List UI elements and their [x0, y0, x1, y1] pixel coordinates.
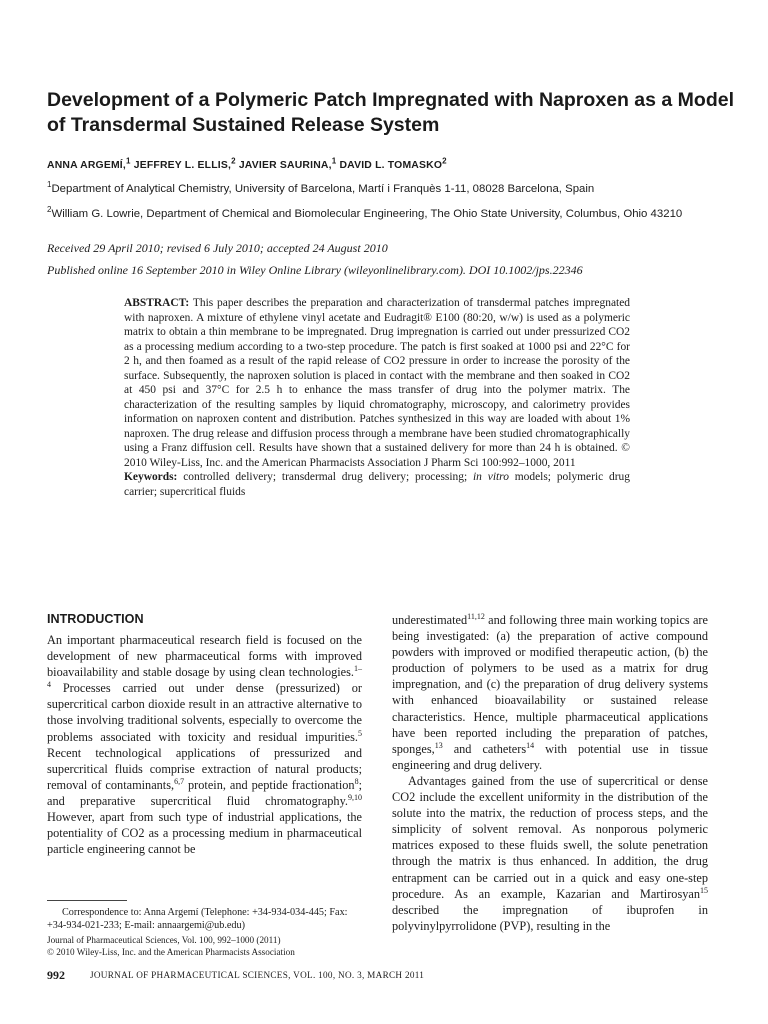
author-name: DAVID L. TOMASKO: [339, 160, 443, 171]
received-dates: Received 29 April 2010; revised 6 July 2010; accepted 24 August 2010: [47, 241, 388, 255]
footnote-divider: [47, 900, 127, 901]
correspondence-footnote: Correspondence to: Anna Argemí (Telephone: +34-934-034-445; Fax: +34-934-021-233; E-mail: annaargemi@ub.edu): [47, 907, 348, 931]
author-name: ANNA ARGEMÍ,: [47, 160, 126, 171]
author-list: [47, 156, 447, 171]
author-affiliation-mark: 2: [231, 156, 236, 166]
intro-paragraph-2: [392, 773, 708, 934]
keywords-label: Keywords:: [124, 471, 178, 483]
author-name: JAVIER SAURINA,: [238, 160, 332, 171]
journal-citation-line: Journal of Pharmaceutical Sciences, Vol. 100, 992–1000 (2011): [47, 935, 281, 945]
citation-reference: 13: [434, 740, 443, 750]
citation-reference: 5: [358, 728, 362, 738]
body-text: with potential use in tissue engineering and drug delivery.: [392, 741, 708, 772]
keywords-italic: in vitro: [473, 471, 509, 483]
citation-reference: 1–4: [47, 664, 362, 690]
introduction-heading: INTRODUCTION: [47, 612, 144, 626]
running-footer: JOURNAL OF PHARMACEUTICAL SCIENCES, VOL. 100, NO. 3, MARCH 2011: [90, 970, 425, 980]
author-affiliation-mark: 1: [331, 156, 337, 166]
article-title: Development of a Polymeric Patch Impregnated with Naproxen as a Model of Transdermal Sustained Release System: [47, 89, 735, 136]
body-text: Processes carried out under dense (pressurized) or supercritical carbon dioxide result in an attractive alternative to those involving traditional solvents, especially to overcome the problems associated with toxicity and residual impurities.: [47, 681, 362, 744]
abstract-text: This paper describes the preparation and characterization of transdermal patches impregnated with naproxen. A mixture of ethylene vinyl acetate and Eudragit® E100 (80:20, w/w) is used as a polymeric matrix to obtain a thin membrane to be impregnated. Drug impregnation is carried out under pressurized CO2 as a processing medium according to a two-step procedure. The patch is first soaked at 1000 psi and 22°C for 2 h, and then foamed as a result of the rapid release of CO2 pressure in order to increase the porosity of the surface. Subsequently, the naproxen solution is placed in contact with the membrane and then soaked in CO2 at 450 psi and 37°C for 2.5 h to enhance the mass transfer of drug into the polymer matrix. The characterization of the resulting samples by liquid chromatography, microscopy, and calorimetry provides information on naproxen content and distribution. Patches synthesized in this way are loaded with about 1% naproxen. The drug release and diffusion process through a membrane have been studied chromatographically using a Franz diffusion cell. Results have shown that a sustained delivery for more than 24 h is obtained. © 2010 Wiley-Liss, Inc. and the American Pharmacists Association J Pharm Sci 100:992–1000, 2011: [124, 297, 630, 469]
affiliation-text: William G. Lowrie, Department of Chemical and Biomolecular Engineering, The Ohio State University, Columbus, Ohio 43210: [51, 208, 683, 220]
body-text: ; and preparative supercritical fluid chromatography.: [47, 777, 362, 808]
body-text: However, apart from such type of industrial applications, the potentiality of CO2 as a processing medium in pharmaceutical particle engineering cannot be: [47, 810, 362, 857]
abstract-label: ABSTRACT:: [124, 297, 190, 309]
body-text: described the impregnation of ibuprofen in polyvinylpyrrolidone (PVP), resulting in the: [392, 902, 708, 933]
author-affiliation-mark: 2: [442, 156, 447, 166]
body-text: protein, and peptide fractionation: [184, 777, 355, 792]
author-name: JEFFREY L. ELLIS,: [133, 160, 232, 171]
citation-reference: 11,12: [467, 611, 485, 621]
citation-reference: 14: [526, 740, 535, 750]
keywords-line: [124, 470, 630, 499]
body-text: underestimated: [392, 613, 468, 627]
affiliation-text: Department of Analytical Chemistry, University of Barcelona, Martí i Franquès 1-11, 08028 Barcelona, Spain: [51, 183, 595, 195]
author-affiliation-mark: 1: [125, 156, 131, 166]
copyright-line: © 2010 Wiley-Liss, Inc. and the American Pharmacists Association: [47, 947, 295, 957]
citation-reference: 6,7: [174, 776, 185, 786]
abstract-block: [124, 296, 630, 499]
citation-reference: 15: [700, 885, 708, 895]
body-text: Advantages gained from the use of supercritical or dense CO2 include the excellent uniformity in the distribution of the solute into the matrix, the reduction of process steps, and the simplicity of solvent removal. As nonporous polymeric matrices exposed to these fluids swell, the solute penetration through the matrix is thus enhanced. In addition, the drug entrapment can be carried out in a quick and easy one-step procedure. As an example, Kazarian and Martirosyan: [392, 773, 708, 901]
body-text: and following three main working topics are being investigated: (a) the preparation of active compound powders with improved or modified therapeutic action, (b) the production of polymers to be used as a matrix for drug impregnation, and (c) the preparation of drug delivery systems with enhanced bioavailability or sustained release characteristics. Hence, multiple pharmaceutical applications have been reported including the preparation of patches, sponges,: [392, 613, 708, 756]
abstract-paragraph: [124, 296, 630, 470]
intro-paragraph-1: [47, 632, 362, 857]
affiliation-number: 1: [47, 180, 52, 190]
left-column: [47, 632, 362, 857]
keywords-text: controlled delivery; transdermal drug delivery; processing;: [183, 471, 468, 483]
page-number: 992: [47, 968, 65, 982]
affiliation-1: [47, 180, 595, 195]
affiliation-2: [47, 205, 683, 220]
published-online-line: Published online 16 September 2010 in Wiley Online Library (wileyonlinelibrary.com). DOI 10.1002/jps.22346: [47, 263, 583, 277]
affiliation-number: 2: [47, 205, 52, 215]
keywords-text: models; polymeric drug carrier; supercritical fluids: [124, 471, 630, 498]
body-text: An important pharmaceutical research field is focused on the development of new pharmaceutical forms with improved bioavailability and stable dosage by using clean technologies.: [47, 633, 362, 680]
intro-paragraph-1-continued: [392, 612, 708, 773]
body-text: and catheters: [442, 741, 527, 756]
journal-footnote: [47, 934, 365, 958]
right-column: [392, 612, 708, 934]
citation-reference: 9,10: [348, 792, 362, 802]
citation-reference: 8: [354, 776, 359, 786]
body-text: Recent technological applications of pressurized and supercritical fluids comprise extraction of natural products; removal of contaminants,: [47, 745, 362, 792]
